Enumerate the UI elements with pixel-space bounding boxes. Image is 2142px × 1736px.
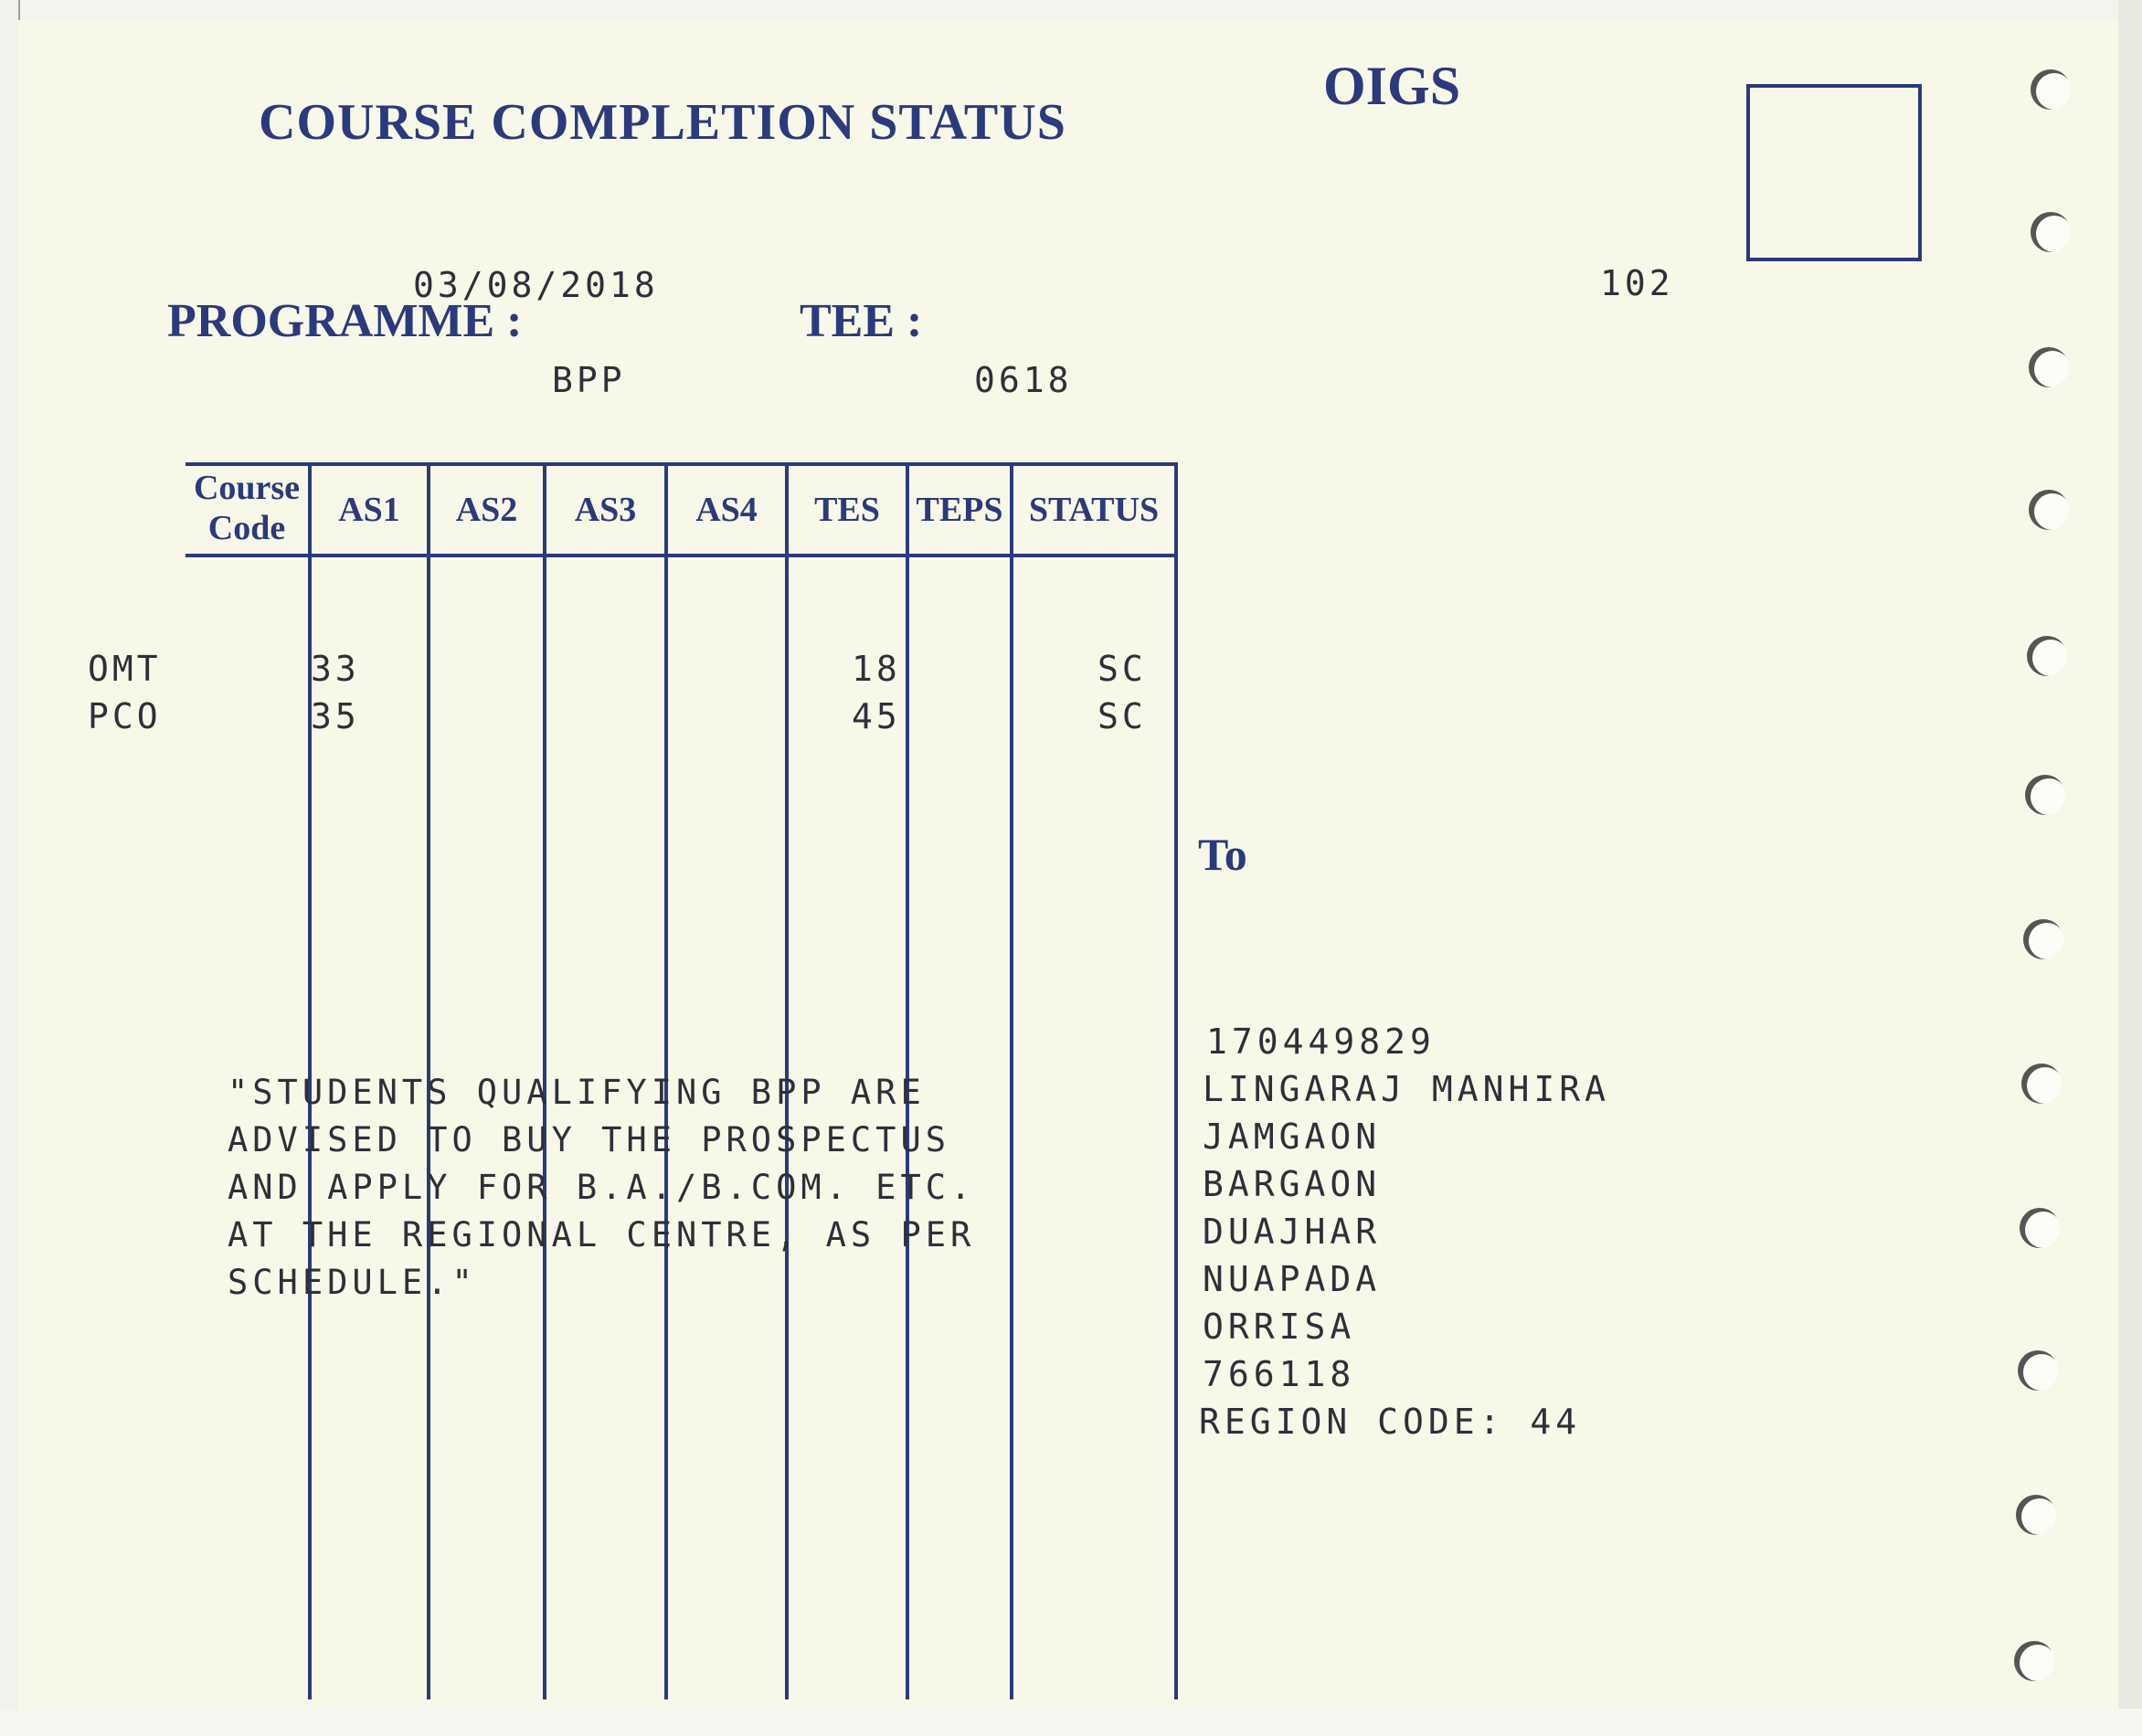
header-teps: TEPS [916, 491, 1003, 529]
header-tes: TES [814, 491, 880, 529]
row1-status: SC [1098, 649, 1147, 689]
row1-course-code: OMT [88, 649, 162, 689]
punch-hole [2031, 69, 2071, 110]
header-course-line1: Course [193, 469, 301, 507]
row1-tes: 18 [852, 649, 901, 689]
form-title: COURSE COMPLETION STATUS [259, 94, 1066, 151]
punch-hole [2029, 490, 2069, 530]
punch-hole [2029, 347, 2069, 387]
header-course-line2: Code [207, 509, 286, 547]
header-as2: AS2 [455, 491, 518, 529]
punch-hole [2025, 775, 2065, 815]
address-line-8: 766118 [1203, 1354, 1356, 1394]
header-as4: AS4 [695, 491, 758, 529]
scan-edge-top [0, 0, 2142, 20]
punch-hole [2031, 212, 2071, 252]
address-line-1: 170449829 [1206, 1021, 1436, 1062]
stamp-box [1746, 84, 1922, 261]
sheet-code: 102 [1600, 263, 1674, 303]
note-line-1: "STUDENTS QUALIFYING BPP ARE [228, 1073, 926, 1112]
note-line-4: AT THE REGIONAL CENTRE, AS PER [228, 1215, 976, 1254]
tee-value: 0618 [974, 360, 1073, 400]
programme-label: PROGRAMME : [167, 295, 523, 347]
scan-edge-right [2118, 0, 2142, 1736]
row2-status: SC [1098, 696, 1147, 736]
col-divider-7 [1010, 462, 1013, 1699]
scan-edge-bottom [0, 1709, 2142, 1736]
note-line-3: AND APPLY FOR B.A./B.COM. ETC. [228, 1168, 976, 1207]
row1-as1: 33 [311, 649, 360, 689]
punch-hole [2014, 1641, 2054, 1681]
org-label: OIGS [1323, 56, 1461, 116]
punch-hole [2020, 1208, 2060, 1248]
programme-value: BPP [552, 360, 626, 400]
tee-label: TEE : [800, 295, 923, 347]
row2-course-code: PCO [88, 696, 162, 736]
form-sheet [18, 20, 2118, 1709]
row2-tes: 45 [852, 696, 901, 736]
punch-hole [2016, 1495, 2056, 1535]
table-header-rule [186, 554, 1178, 557]
address-line-5: DUAJHAR [1203, 1212, 1382, 1252]
header-as1: AS1 [338, 491, 400, 529]
note-line-5: SCHEDULE." [228, 1263, 477, 1302]
col-divider-8 [1174, 462, 1178, 1699]
punch-hole [2018, 1350, 2058, 1391]
punch-hole [2027, 636, 2067, 676]
row2-as1: 35 [311, 696, 360, 736]
punch-hole [2023, 919, 2063, 959]
address-line-3: JAMGAON [1203, 1117, 1382, 1157]
header-course-code [186, 468, 308, 548]
scan-edge-left [0, 0, 20, 1736]
address-line-6: NUAPADA [1203, 1259, 1382, 1299]
address-line-4: BARGAON [1203, 1164, 1382, 1204]
header-status: STATUS [1028, 491, 1160, 529]
date-value: 03/08/2018 [413, 265, 659, 305]
punch-hole [2021, 1064, 2062, 1104]
address-line-7: ORRISA [1203, 1307, 1356, 1347]
header-as3: AS3 [574, 491, 637, 529]
address-line-9: REGION CODE: 44 [1199, 1402, 1582, 1442]
address-line-2: LINGARAJ MANHIRA [1203, 1069, 1611, 1109]
table-top-rule [186, 462, 1178, 466]
note-line-2: ADVISED TO BUY THE PROSPECTUS [228, 1120, 951, 1159]
to-label: To [1198, 829, 1247, 880]
